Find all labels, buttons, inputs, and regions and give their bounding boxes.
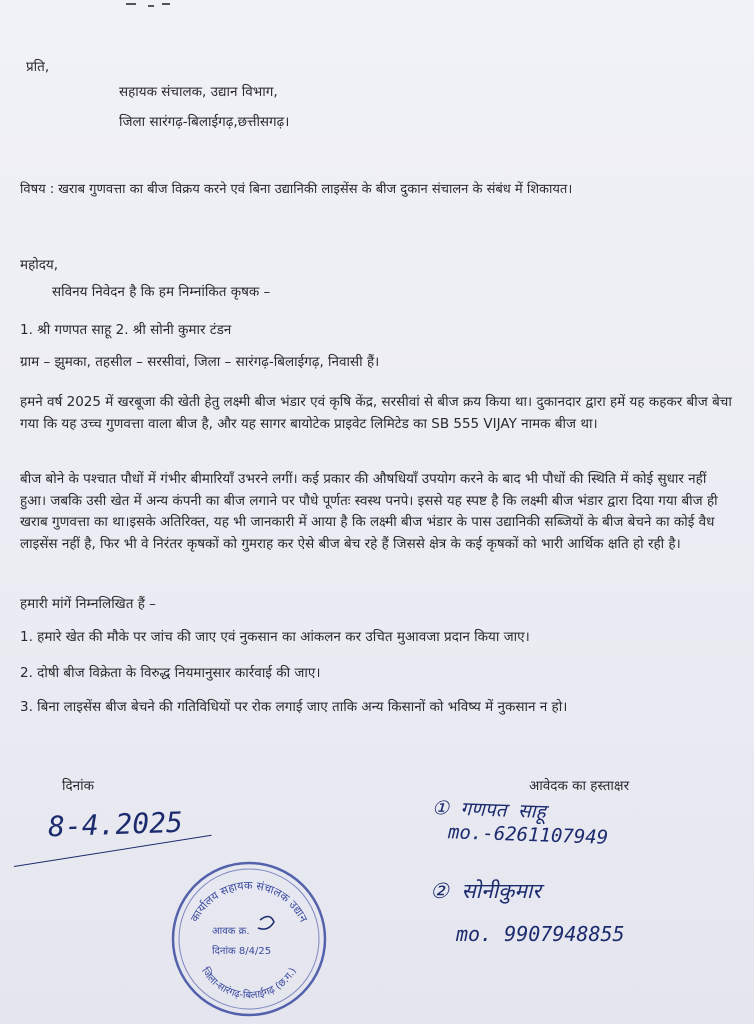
- applicant-2-mobile: mo. 9907948855: [456, 922, 625, 946]
- address-line: ग्राम – झुमका, तहसील – सरसीवां, जिला – सारंगढ़-बिलाईगढ़, निवासी हैं।: [20, 354, 380, 370]
- demands-heading: हमारी मांगें निम्नलिखित हैं –: [20, 596, 156, 612]
- seal-office-text: कार्यालय सहायक संचालक उद्यान: [188, 878, 311, 925]
- paragraph-purchase: हमने वर्ष 2025 में खरबूजा की खेती हेतु लक्ष्मी बीज भंडार एवं कृषि केंद्र, सरसीवां से बीज क्रय किया था। दुकानदार द्वारा हमें यह कहकर बीज बेचा गया कि यह उच्च गुणवत्ता वाला बीज है, और यह सागर बायोटेक प्राइवेट लिमिटेड का SB 555 VIJAY नामक बीज था।: [20, 394, 732, 432]
- paragraph-complaint: बीज बोने के पश्चात पौधों में गंभीर बीमारियाँ उभरने लगीं। कई प्रकार की औषधियाँ उपयोग करने के बाद भी पौधों की स्थिति में कोई सुधार नहीं हुआ। जबकि उसी खेत में अन्य कंपनी का बीज लगाने पर पौधे पूर्णतः स्वस्थ पनपे। इससे यह स्पष्ट है कि लक्ष्मी बीज भंडार द्वारा दिया गया बीज ही खराब गुणवत्ता का था।इसके अतिरिक्त, यह भी जानकारी में आया है कि लक्ष्मी बीज भंडार के पास उद्यानिकी सब्जियों के बीज बेचने का कोई वैध लाइसेंस नहीं है, फिर भी वे निरंतर कृषकों को गुमराह कर ऐसे बीज बेच रहे हैं जिससे क्षेत्र के कई कृषकों को भारी आर्थिक क्षति हो रही है।: [20, 471, 718, 552]
- demand-item: 1. हमारे खेत की मौके पर जांच की जाए एवं नुकसान का आंकलन कर उचित मुआवजा प्रदान किया जाए।: [20, 629, 530, 645]
- applicant-1-signature: ① गणपत साहू: [431, 797, 547, 823]
- intro-line: सविनय निवेदन है कि हम निम्नांकित कृषक –: [52, 284, 271, 300]
- greeting: महोदय,: [20, 257, 59, 273]
- applicant-1-mobile: mo.-6261107949: [447, 821, 609, 849]
- demand-item: 3. बिना लाइसेंस बीज बेचने की गतिविधियों पर रोक लगाई जाए ताकि अन्य किसानों को भविष्य में नुकसान न हो।: [20, 699, 568, 715]
- seal-district-text: जिला-सारंगढ़-बिलाईगढ़ (छ.ग.): [198, 965, 299, 1002]
- signature-label: आवेदक का हस्ताक्षर: [529, 778, 630, 794]
- seal-date: दिनांक 8/4/25: [212, 946, 272, 957]
- farmers-line: 1. श्री गणपत साहू 2. श्री सोनी कुमार टंडन: [20, 322, 232, 338]
- office-seal: [168, 858, 330, 1020]
- applicant-2-signature: ② सोनीकुमार: [430, 879, 541, 903]
- top-edge-marks: [118, 0, 178, 12]
- date-label: दिनांक: [62, 778, 95, 794]
- subject-line: विषय : खराब गुणवत्ता का बीज विक्रय करने एवं बिना उद्यानिकी लाइसेंस के बीज दुकान संचालन के संबंध में शिकायत।: [20, 182, 573, 197]
- seal-initials: [258, 916, 274, 929]
- salutation-to: प्रति,: [26, 59, 50, 75]
- recipient-line-2: जिला सारंगढ़-बिलाईगढ़,छत्तीसगढ़।: [119, 114, 290, 130]
- handwritten-date: 8-4.2025: [47, 805, 184, 844]
- demand-item: 2. दोषी बीज विक्रेता के विरुद्ध नियमानुसार कार्रवाई की जाए।: [20, 665, 321, 681]
- recipient-line-1: सहायक संचालक, उद्यान विभाग,: [119, 84, 278, 100]
- seal-inward-label: आवक क्र.: [212, 926, 250, 937]
